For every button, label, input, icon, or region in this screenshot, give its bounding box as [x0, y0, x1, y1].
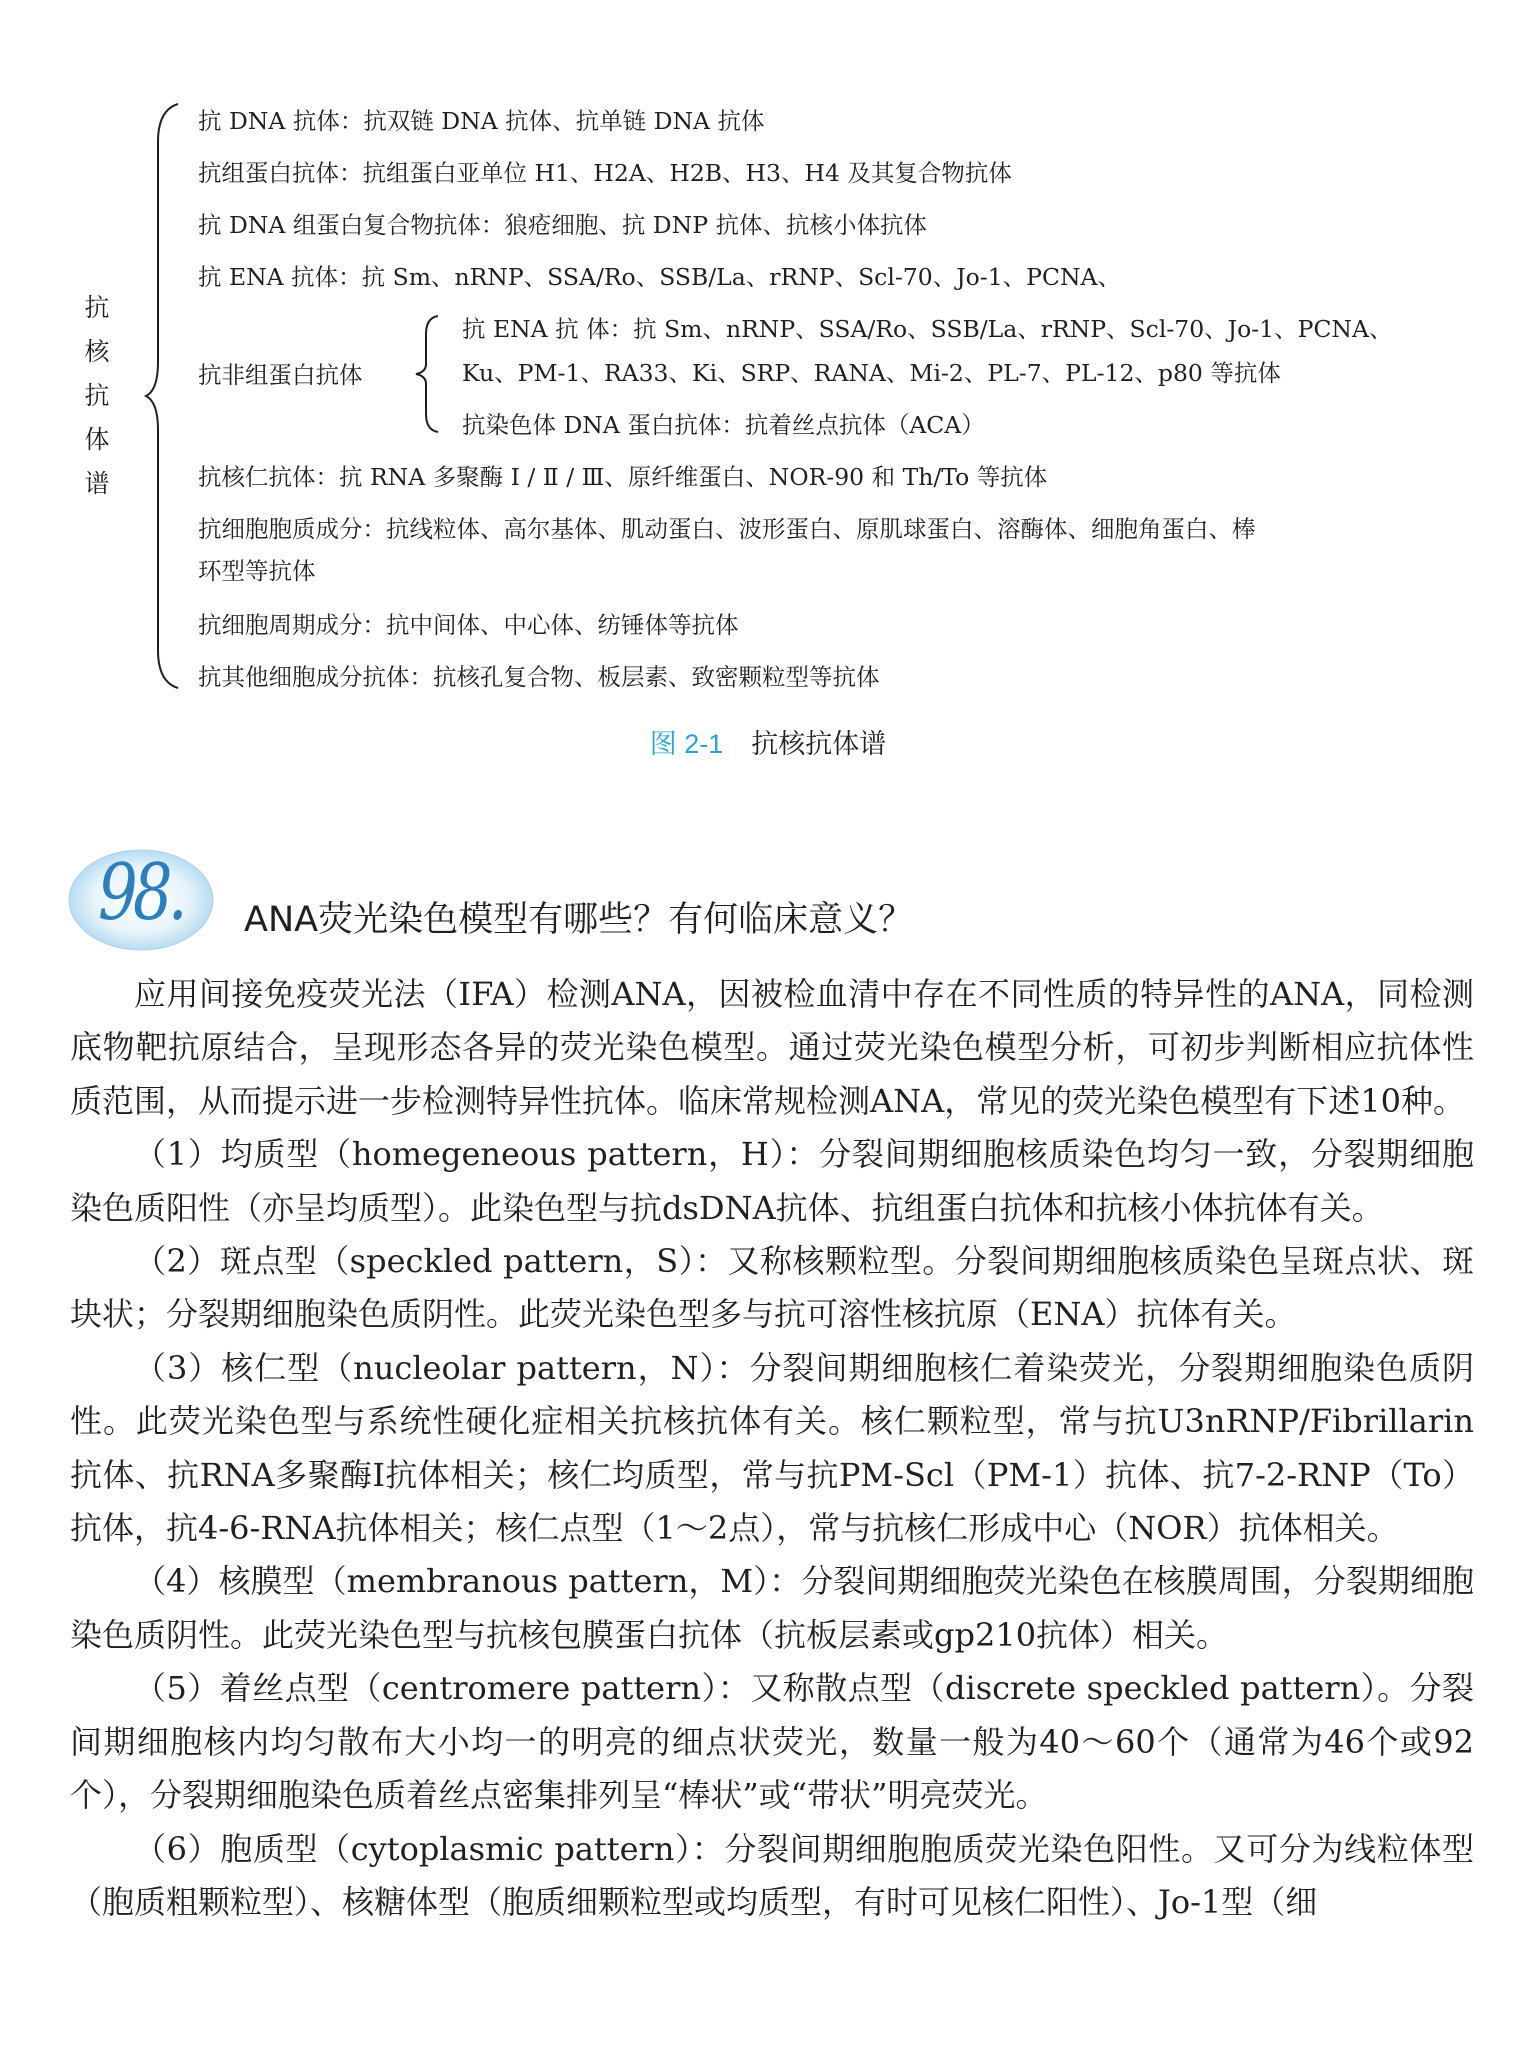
vertical-label: [82, 286, 112, 506]
large-brace-icon: [144, 102, 184, 690]
vertical-label-char: 抗: [84, 293, 110, 322]
question-number: 98.: [98, 848, 183, 938]
paragraph: 应用间接免疫荧光法（IFA）检测ANA，因被检血清中存在不同性质的特异性的ANA，同检测底物靶抗原结合，呈现形态各异的荧光染色模型。通过荧光染色模型分析，可初步判断相应抗体性质范围，从而提示进一步检测特异性抗体。临床常规检测ANA，常见的荧光染色模型有下述10种。: [70, 975, 1474, 1120]
figure-row-anti-dna: 抗 DNA 抗体：抗双链 DNA 抗体、抗单链 DNA 抗体: [198, 107, 765, 135]
figure-row-anti-dna-histone: 抗 DNA 组蛋白复合物抗体：狼疮细胞、抗 DNP 抗体、抗核小体抗体: [198, 211, 927, 239]
paragraph: （5）着丝点型（centromere pattern）：又称散点型（discrete speckled pattern）。分裂间期细胞核内均匀散布大小均一的明亮的细点状荧光，数量一般为40～60个（通常为46个或92个），分裂期细胞染色质着丝点密集排列呈“棒状”或“带状”明亮荧光。: [70, 1669, 1474, 1815]
figure-caption-number: 图 2-1: [649, 729, 724, 759]
question-title: ANA荧光染色模型有哪些？有何临床意义？: [244, 900, 914, 940]
paragraph: （3）核仁型（nucleolar pattern，N）：分裂间期细胞核仁着染荧光，分裂期细胞染色质阴性。此荧光染色型与系统性硬化症相关抗核抗体有关。核仁颗粒型，常与抗U3nRNP/Fibrillarin抗体、抗RNA多聚酶Ⅰ抗体相关；核仁均质型，常与抗PM-Scl（PM-1）抗体、抗7-2-RNP（To）抗体，抗4-6-RNA抗体相关；核仁点型（1～2点），常与抗核仁形成中心（NOR）抗体相关。: [70, 1348, 1474, 1548]
body-text: [70, 968, 1474, 1929]
vertical-label-char: 体: [84, 425, 110, 454]
small-brace-icon: [412, 314, 442, 434]
figure-row-anti-histone: 抗组蛋白抗体：抗组蛋白亚单位 H1、H2A、H2B、H3、H4 及其复合物抗体: [198, 159, 1012, 187]
figure-row-anti-cytoplasmic: 抗细胞胞质成分：抗线粒体、高尔基体、肌动蛋白、波形蛋白、原肌球蛋白、溶酶体、细胞角蛋白、棒: [198, 515, 1256, 543]
figure-row-anti-nucleolar: 抗核仁抗体：抗 RNA 多聚酶 Ⅰ / Ⅱ / Ⅲ、原纤维蛋白、NOR-90 和 Th/To 等抗体: [198, 463, 1048, 491]
figure-caption-text: 抗核抗体谱: [751, 729, 887, 760]
antinuclear-antibody-spectrum-figure: [0, 0, 1536, 800]
figure-row-nonhistone-label: 抗非组蛋白抗体: [198, 361, 363, 389]
figure-row-anti-ena: 抗 ENA 抗体：抗 Sm、nRNP、SSA/Ro、SSB/La、rRNP、Scl-70、Jo-1、PCNA、: [198, 263, 1121, 291]
paragraph: （4）核膜型（membranous pattern，M）：分裂间期细胞荧光染色在核膜周围，分裂期细胞染色质阴性。此荧光染色型与抗核包膜蛋白抗体（抗板层素或gp210抗体）相关。: [70, 1562, 1474, 1654]
figure-subrow: 抗 ENA 抗 体：抗 Sm、nRNP、SSA/Ro、SSB/La、rRNP、Scl-70、Jo-1、PCNA、: [462, 315, 1393, 343]
paragraph: （6）胞质型（cytoplasmic pattern）：分裂间期细胞胞质荧光染色阳性。又可分为线粒体型（胞质粗颗粒型）、核糖体型（胞质细颗粒型或均质型，有时可见核仁阳性）、Jo-1型（细: [70, 1829, 1474, 1921]
paragraph: （2）斑点型（speckled pattern，S）：又称核颗粒型。分裂间期细胞核质染色呈斑点状、斑块状；分裂期细胞染色质阴性。此荧光染色型多与抗可溶性核抗原（ENA）抗体有关。: [70, 1242, 1474, 1334]
vertical-label-char: 核: [84, 337, 110, 366]
figure-row-anti-other: 抗其他细胞成分抗体：抗核孔复合物、板层素、致密颗粒型等抗体: [198, 663, 880, 691]
figure-row-continuation: 环型等抗体: [198, 557, 316, 585]
figure-row-anti-cell-cycle: 抗细胞周期成分：抗中间体、中心体、纺锤体等抗体: [198, 611, 739, 639]
vertical-label-char: 抗: [84, 381, 110, 410]
vertical-label-char: 谱: [84, 469, 110, 498]
figure-subrow: Ku、PM-1、RA33、Ki、SRP、RANA、Mi-2、PL-7、PL-12、p80 等抗体: [462, 359, 1281, 387]
paragraph: （1）均质型（homegeneous pattern，H）：分裂间期细胞核质染色均匀一致，分裂期细胞染色质阳性（亦呈均质型）。此染色型与抗dsDNA抗体、抗组蛋白抗体和抗核小体抗体有关。: [70, 1135, 1474, 1227]
figure-caption: [0, 722, 1536, 761]
figure-subrow: 抗染色体 DNA 蛋白抗体：抗着丝点抗体（ACA）: [462, 411, 985, 439]
